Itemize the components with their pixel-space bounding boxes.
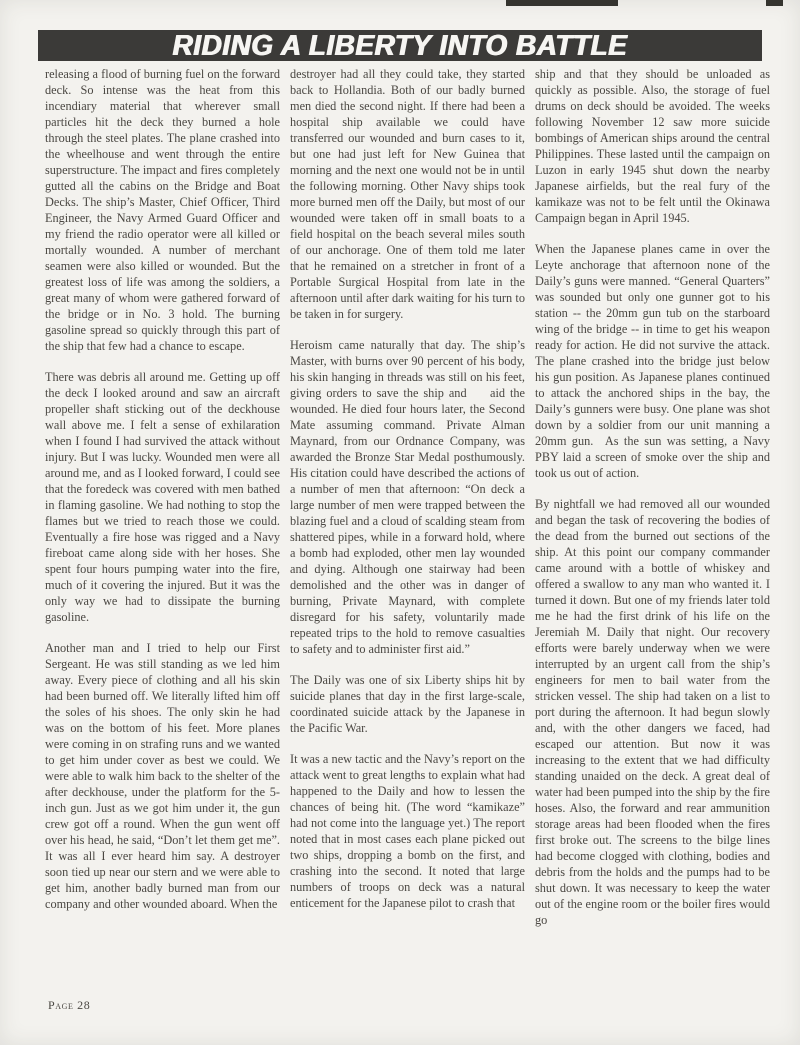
paragraph: Another man and I tried to help our First Sergeant. He was still standing as we led him away. Every piece of clothing and all his skin had been burned off. We literally lifted him off the soles of his shoes. The only skin he had was on the bottom of his feet. More planes were coming in on strafing runs and we wanted to get him under cover as best we could. We were able to walk him back to the shelter of the after deckhouse, under the platform for the 5-inch gun. Just as we got him under it, the gun crew got off a round. When the gun went off over his head, he said, “Don’t let them get me”. It was all I ever heard him say. A destroyer soon tied up near our stern and we were able to get him, another badly burned man from our company and other wounded aboard. When the: [45, 641, 280, 911]
paragraph: There was debris all around me. Getting up off the deck I looked around and saw an aircraft propeller shaft sticking out of the deckhouse wall above me. I felt a sense of exhilaration when I found I had survived the attack without injury. But I was lucky. Wounded men were all around me, and as I looked forward, I could see that the foredeck was covered with men bathed in flaming gasoline. We had nothing to stop the flames but we tried to reach those we could. Eventually a fire hose was rigged and a Navy fireboat came along side with her hoses. She spent four hours pumping water into the fire, much of it covering the injured. But it was the only way we had to dissipate the burning gasoline.: [45, 370, 280, 624]
title-banner: [38, 30, 762, 61]
paragraph: It was a new tactic and the Navy’s report on the attack went to great lengths to explain what had happened to the Daily and how to lessen the chances of being hit. (The word “kamikaze” had not come into the language yet.) The report noted that in most cases each plane picked out two ships, dropping a bomb on the first, and crashing into the second. It noted that large numbers of troops on deck was a natural enticement for the Japanese pilot to crash that: [290, 752, 525, 910]
scan-crop-artifact: [506, 0, 618, 6]
paragraph: By nightfall we had removed all our wounded and began the task of recovering the bodies of the dead from the burned out sections of the ship. At this point our company commander came around with a bottle of whiskey and offered a swallow to any man who wanted it. I turned it down. But one of my friends later told me he had the first drink of his life on the Jeremiah M. Daily that night. Our recovery efforts were barely underway when we were interrupted by an urgent call from the ship’s engineers for men to bail water from the stricken vessel. The ship had taken on a list to port during the afternoon. It had begun slowly and, with the other dangers we faced, had escaped our attention. But now it was increasing to the extent that we had difficulty standing unaided on the deck. A great deal of water had been pumped into the ship by the fire hoses. Also, the forward and rear ammunition storage areas had been flooded when the fires first broke out. The screens to the bilge lines had become clogged with clothing, bodies and debris from the holds and the pumps had to be shut down. It was necessary to keep the water out of the engine room or the boiler fires would go: [535, 497, 770, 927]
page-title: RIDING A LIBERTY INTO BATTLE: [172, 29, 628, 61]
paragraph: destroyer had all they could take, they started back to Hollandia. Both of our badly burned men died the second night. If there had been a hospital ship available we could have transferred our wounded and burn cases to it, but one had just left for New Guinea that morning and the next one would not be in until the following morning. Other Navy ships took more burned men off the Daily, but most of our wounded were taken off in small boats to a field hospital on the beach several miles south of our anchorage. One of them told me later that he remained on a stretcher in front of a Portable Surgical Hospital from late in the afternoon until after dark waiting for his turn to be taken in for surgery.: [290, 67, 525, 321]
article-body: [45, 66, 770, 928]
text-column-2: [290, 66, 525, 928]
paragraph: releasing a flood of burning fuel on the forward deck. So intense was the heat from this incendiary material that wherever small particles hit the deck they burned a hole through the steel plates. The plane crashed into the wheelhouse and went through the entire superstructure. The impact and fires completely gutted all the cabins on the Bridge and Boat Decks. The ship’s Master, Chief Officer, Third Engineer, the Navy Armed Guard Officer and my friend the radio operator were all killed or mortally wounded. A number of merchant seamen were also killed or wounded. But the greatest loss of life was among the soldiers, a great many of whom were gathered forward of the bridge or in No. 3 hold. The burning gasoline spread so quickly through this part of the ship that few had a chance to escape.: [45, 67, 280, 353]
scan-crop-artifact: [766, 0, 783, 6]
paragraph: ship and that they should be unloaded as quickly as possible. Also, the storage of fuel drums on deck should be avoided. The weeks following November 12 saw more suicide bombings of American ships around the central Philippines. These lasted until the campaign on Luzon in early 1945 shut down the nearby Japanese airfields, but the real fury of the kamikaze was not to be felt until the Okinawa Campaign began in April 1945.: [535, 67, 770, 225]
paragraph: When the Japanese planes came in over the Leyte anchorage that afternoon none of the Daily’s guns were manned. “General Quarters” was sounded but only one gunner got to his station -- the 20mm gun tub on the starboard wing of the bridge -- in time to get his weapon ready for action. He did not survive the attack. The plane crashed into the bridge just below his gun position. As Japanese planes continued to attack the anchored ships in the bay, the Daily’s gunners were busy. One plane was shot down by a soldier from our unit manning a 20mm gun. As the sun was setting, a Navy PBY laid a screen of smoke over the ship and took us out of action.: [535, 242, 770, 480]
page-number: Page 28: [48, 998, 91, 1012]
text-column-3: [535, 66, 770, 928]
paragraph: Heroism came naturally that day. The ship’s Master, with burns over 90 percent of his body, his skin hanging in threads was still on his feet, giving orders to save the ship and aid the wounded. He died four hours later, the Second Mate assuming command. Private Alman Maynard, from our Ordnance Company, was awarded the Bronze Star Medal posthumously. His citation could have described the actions of a number of men that afternoon: “On deck a large number of men were trapped between the blazing fuel and a cloud of scalding steam from shattered pipes, while in a forward hold, where a bomb had exploded, other men lay wounded and dying. Although one stairway had been demolished and the other was in danger of burning, Private Maynard, with complete disregard for his safety, voluntarily made repeated trips to the hold to remove casualties to safety and to administer first aid.”: [290, 338, 525, 656]
paragraph: The Daily was one of six Liberty ships hit by suicide planes that day in the first large-scale, coordinated suicide attack by the Japanese in the Pacific War.: [290, 673, 525, 735]
text-column-1: [45, 66, 280, 928]
